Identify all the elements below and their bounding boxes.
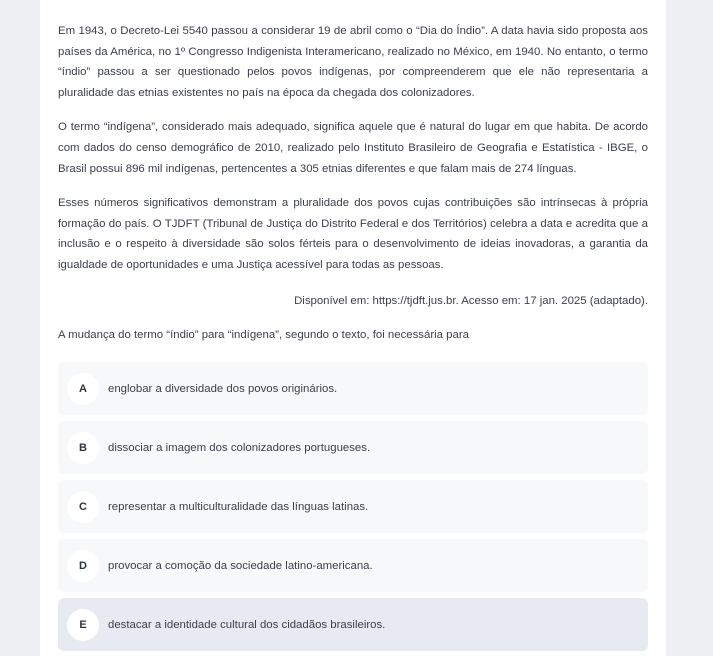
option-letter-badge: E <box>67 609 99 641</box>
option-letter-badge: C <box>67 491 99 523</box>
answer-option-a[interactable] <box>58 362 648 415</box>
reading-passage <box>58 0 648 311</box>
option-text: provocar a comoção da sociedade latino-americana. <box>108 559 373 572</box>
option-text: representar a multiculturalidade das línguas latinas. <box>108 500 369 513</box>
option-text: englobar a diversidade dos povos originários. <box>108 382 338 395</box>
answer-options <box>58 362 648 651</box>
question-card <box>40 0 666 656</box>
passage-paragraph-1: Em 1943, o Decreto-Lei 5540 passou a considerar 19 de abril como o “Dia do Índio”. A data havia sido proposta aos países da América, no 1º Congresso Indigenista Interamericano, realizado no México, em 1940. No entanto, o termo “índio” passou a ser questionado pelos povos indígenas, por compreenderem que ele não representaria a pluralidade das etnias existentes no país na época da chegada dos colonizadores. <box>58 25 648 99</box>
question-prompt: A mudança do termo “índio” para “indígena”, segundo o texto, foi necessária para <box>58 329 469 342</box>
passage-paragraph-2: O termo “indígena”, considerado mais adequado, significa aquele que é natural do lugar em que habita. De acordo com dados do censo demográfico de 2010, realizado pelo Instituto Brasileiro de Geografia e Estatística - IBGE, o Brasil possui 896 mil indígenas, pertencentes a 305 etnias diferentes e que falam mais de 274 línguas. <box>58 121 648 175</box>
passage-paragraph-3: Esses números significativos demonstram a pluralidade dos povos cujas contribuições são intrínsecas à própria formação do país. O TJDFT (Tribunal de Justiça do Distrito Federal e dos Territórios) celebra a data e acredita que a inclusão e o respeito à diversidade são solos férteis para o desenvolvimento de ideias inovadoras, a garantia da igualdade de oportunidades e uma Justiça acessível para todas as pessoas. <box>58 197 648 271</box>
option-letter-badge: D <box>67 550 99 582</box>
passage-source: Disponível em: https://tjdft.jus.br. Acesso em: 17 jan. 2025 (adaptado). <box>294 294 648 307</box>
answer-option-d[interactable] <box>58 539 648 592</box>
answer-option-c[interactable] <box>58 480 648 533</box>
option-text: destacar a identidade cultural dos cidadãos brasileiros. <box>108 618 386 631</box>
option-letter-badge: B <box>67 432 99 464</box>
answer-option-b[interactable] <box>58 421 648 474</box>
option-text: dissociar a imagem dos colonizadores portugueses. <box>108 441 371 454</box>
option-letter-badge: A <box>67 373 99 405</box>
answer-option-e[interactable] <box>58 598 648 651</box>
